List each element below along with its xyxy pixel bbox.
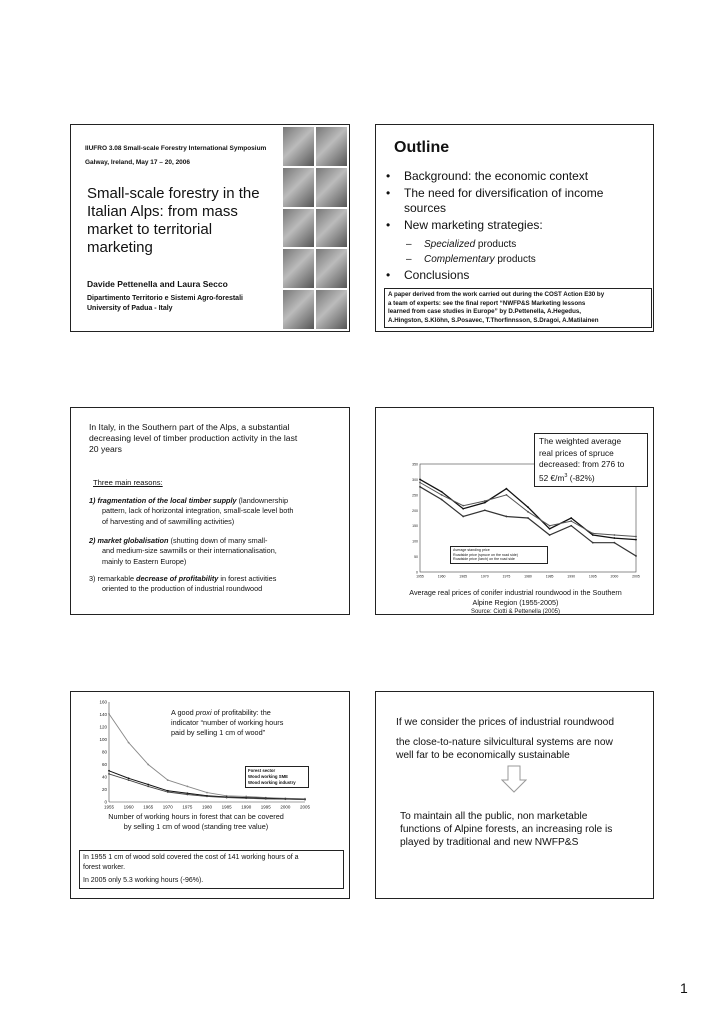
photo [283,290,314,329]
bullet-4: • Conclusions [382,268,632,283]
photo [283,127,314,166]
data-point [549,525,551,527]
x-tick-label: 2000 [610,574,619,579]
bullet-2-text: The need for diversification of income [404,186,604,200]
series-line [420,483,636,537]
price-chart-legend [450,546,548,564]
slide-outline [375,124,654,332]
y-tick-label: 140 [99,712,107,717]
slide-conclusion [375,691,654,899]
annot-line-3: paid by selling 1 cm of wood” [171,728,266,737]
x-tick-label: 1965 [459,574,468,579]
callout-line-1: The weighted average [539,436,622,446]
legend-item: Wood working SME [248,774,289,779]
hours-chart-legend [245,766,309,788]
price-callout [534,433,648,487]
title-line-3: market to territorial [87,221,213,238]
callout-pct: (-82%) [567,472,595,483]
x-tick-label: 2005 [299,804,311,810]
hours-summary-box [79,850,344,889]
conclusion-text-2 [400,810,650,849]
x-tick-label: 1975 [182,804,193,810]
y-tick-label: 160 [99,699,107,705]
y-tick-label: 250 [412,493,418,498]
photo [283,168,314,207]
callout-value: 52 €/m [539,472,565,483]
data-point [167,791,169,793]
bullet-2 [382,186,652,216]
data-point [441,491,443,493]
x-tick-label: 1980 [201,804,213,810]
callout-line-2: real prices of spruce [539,447,614,458]
sub-bullet-2-em: Complementary [424,254,495,265]
data-point [128,777,130,779]
callout-line-4 [539,471,643,484]
reason-1-bold: 1) fragmentation of the local timber supply [89,496,237,505]
x-tick-label: 1995 [588,574,597,579]
note-line-1: A paper derived from the work carried out during the COST Action E30 by [388,291,605,298]
line-3: well far to be economically sustainable [396,750,570,761]
event-line-1: IIUFRO 3.08 Small-scale Forestry International Symposium [85,145,267,152]
data-point [614,537,616,539]
price-chart-caption [376,588,655,617]
caption-line-1: Average real prices of conifer industrial roundwood in the Southern [409,588,622,597]
reason-2 [89,536,349,567]
line-6: played by traditional and new NWFP&S [400,837,579,848]
down-arrow-icon [501,765,527,793]
data-point [441,494,443,496]
reason-3-pre: 3) remarkable [89,574,137,583]
photo [316,249,347,288]
data-point [484,502,486,504]
data-point [506,494,508,496]
slide-price-chart [375,407,654,615]
reason-3-line-2: oriented to the production of industrial roundwood [102,584,263,594]
affiliation-2: University of Padua - Italy [87,305,173,312]
data-point [506,516,508,518]
series-line [420,479,636,539]
reason-1-line-3: of harvesting and of sawmilling activities) [102,516,235,526]
data-point [484,500,486,502]
outline-subbullets [382,237,632,267]
y-tick-label: 0 [416,570,418,575]
data-point [462,505,464,507]
conclusion-text-1 [396,716,651,762]
proxi-annotation [171,708,311,738]
reason-3 [89,574,349,595]
y-tick-label: 150 [412,524,418,529]
reason-1 [89,496,349,527]
bullet-1: • Background: the economic context [382,169,652,184]
sub-bullet-1-em: Specialized [424,239,476,250]
data-point [635,555,637,557]
slide-title [70,124,350,332]
event-line-2: Galway, Ireland, May 17 – 20, 2006 [85,159,191,166]
data-point [484,509,486,511]
data-point [187,785,189,787]
data-point [527,517,529,519]
x-tick-label: 1960 [123,804,134,810]
data-point [147,764,149,766]
data-point [285,798,287,800]
data-point [226,797,228,799]
data-point [614,542,616,544]
y-tick-label: 100 [99,737,107,742]
x-tick-label: 1990 [567,574,576,579]
data-point [206,792,208,794]
note-line-2: a team of experts: see the final report “NWFP&S Marketing lessons [388,299,586,307]
intro-line-1: In Italy, in the Southern part of the Alps, a substantial [89,422,290,432]
data-point [128,779,130,781]
legend-item: Roadside price (larch) on the road side [453,557,515,562]
data-point [108,770,110,772]
data-point [419,482,421,484]
note-line-4: A.Hingston, S.Klöhn, S.Posavec, T.Thorfinnsson, S.Dragoi, A.Matilainen [388,316,599,324]
page-number: 1 [680,980,688,996]
reason-3-rest: in forest activities [218,574,277,583]
photo [316,209,347,248]
y-tick-label: 100 [412,539,418,544]
intro-line-3: 20 years [89,444,122,454]
x-tick-label: 1965 [143,804,154,810]
sub-bullet-1 [382,237,632,252]
slide-title-heading [87,185,297,257]
reason-2-bold: 2) market globalisation [89,536,169,545]
box-line-3: In 2005 only 5.3 working hours (-96%). [83,877,204,884]
data-point [462,516,464,518]
annot-pre: A good [171,708,196,717]
y-tick-label: 50 [414,555,418,560]
annot-line-2: indicator “number of working hours [171,718,284,727]
hours-chart-caption [81,812,311,832]
box-line-2: forest worker. [83,864,126,871]
x-tick-label: 1985 [221,804,232,810]
x-tick-label: 1955 [416,574,424,579]
x-tick-label: 1985 [545,574,554,579]
data-point [592,533,594,535]
data-point [570,525,572,527]
y-tick-label: 80 [101,749,107,755]
data-point [419,479,421,481]
slide-working-hours [70,691,350,899]
caption-line-2: by selling 1 cm of wood (standing tree value) [123,822,269,831]
x-tick-label: 1970 [480,574,489,579]
reason-2-line-3: mainly to Eastern Europe) [102,556,187,566]
reason-2-line-2: and medium-size sawmills or their internationalisation, [102,546,277,556]
box-line-1: In 1955 1 cm of wood sold covered the cost of 141 working hours of a [83,854,299,861]
intro-text [89,422,347,455]
x-tick-label: 2005 [632,574,640,579]
y-tick-label: 20 [101,787,107,792]
photo [316,168,347,207]
x-tick-label: 1995 [260,804,271,810]
affiliation-1: Dipartimento Territorio e Sistemi Agro-forestali [87,295,243,302]
slide-timber-decline [70,407,350,615]
legend-item: Wood working industry [248,780,296,785]
outline-title: Outline [394,139,450,156]
data-point [419,486,421,488]
x-tick-label: 2000 [280,804,291,810]
title-line-1: Small-scale forestry in the [87,185,260,202]
x-tick-label: 1970 [162,804,173,810]
x-tick-label: 1975 [502,574,511,579]
reason-3-bold: decrease of profitability [136,574,219,583]
annot-rest: of profitability: the [211,708,271,717]
data-point [592,542,594,544]
data-point [549,534,551,536]
legend-item: Roadside price (spruce on the road side) [453,552,518,557]
y-tick-label: 350 [412,462,418,467]
data-point [108,773,110,775]
photo [316,290,347,329]
callout-sup: 3 [564,472,568,479]
data-point [304,799,306,801]
data-point [570,520,572,522]
bullet-2-text-cont: sources [404,201,447,215]
data-point [108,713,110,715]
intro-line-2: decreasing level of timber production activity in the last [89,433,298,443]
x-tick-label: 1990 [241,804,252,810]
authors: Davide Pettenella and Laura Secco [87,279,228,289]
data-point [147,784,149,786]
sub-bullet-2-rest: products [494,254,536,265]
mushroom-photo-collage [283,127,347,329]
line-4: To maintain all the public, non marketable [400,811,588,822]
y-tick-label: 40 [101,774,107,780]
data-point [570,517,572,519]
data-point [549,528,551,530]
data-point [128,742,130,744]
data-point [265,798,267,800]
title-line-2: Italian Alps: from mass [87,203,238,220]
reason-2-rest: (shutting down of many small- [168,536,268,545]
reasons-heading: Three main reasons: [93,478,163,487]
data-point [245,797,247,799]
annot-em: proxi [195,708,212,717]
data-point [635,539,637,541]
photo [283,209,314,248]
bullet-3: • New marketing strategies: [382,218,652,233]
legend-item: Forest sector [248,768,276,773]
reason-1-rest: (landownership [236,496,289,505]
data-point [506,488,508,490]
outline-bullets [382,169,652,233]
cost-action-note [384,288,652,328]
x-tick-label: 1960 [437,574,446,579]
note-line-3: learned from case studies in Europe” by D.Pettenella, A.Hegedus, [388,308,582,316]
y-tick-label: 200 [412,508,418,513]
sub-bullet-1-rest: products [475,239,517,250]
caption-source: Source: Ciotti & Pettenella (2005) [470,609,561,615]
line-5: functions of Alpine forests, an increasing role is [400,824,613,835]
sub-bullet-2 [382,252,632,267]
caption-line-2: Alpine Region (1955-2005) [472,598,559,607]
data-point [167,779,169,781]
x-tick-label: 1955 [103,804,115,810]
photo [283,249,314,288]
data-point [527,506,529,508]
data-point [592,534,594,536]
y-tick-label: 60 [101,762,107,767]
data-point [462,508,464,510]
data-point [206,795,208,797]
outline-bullets-2 [382,268,632,283]
title-line-4: marketing [87,239,153,256]
line-2: the close-to-nature silvicultural systems are now [396,737,613,748]
data-point [635,536,637,538]
data-point [147,785,149,787]
y-tick-label: 300 [412,477,418,482]
caption-line-1: Number of working hours in forest that can be covered [108,812,284,821]
x-tick-label: 1980 [524,574,532,579]
photo [316,127,347,166]
y-tick-label: 120 [99,724,107,730]
reason-1-line-2: pattern, lack of horizontal integration, small-scale level both [102,506,294,516]
legend-item: Average standing price [453,548,490,552]
data-point [527,511,529,513]
callout-line-3: decreased: from 276 to [539,459,625,469]
y-tick-label: 0 [104,799,107,805]
data-point [187,794,189,796]
data-point [441,499,443,501]
data-point [614,534,616,536]
line-1: If we consider the prices of industrial roundwood [396,717,615,728]
